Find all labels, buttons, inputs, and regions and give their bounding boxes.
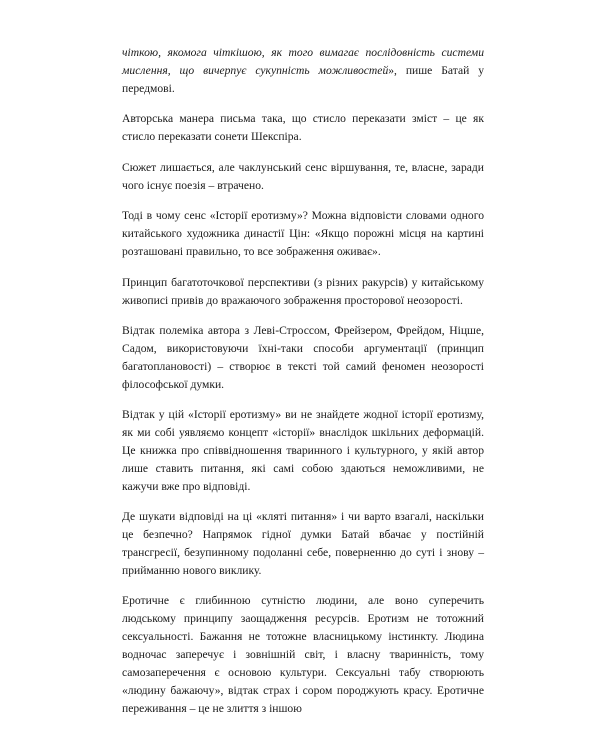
- paragraph-9: Еротичне є глибинною сутністю людини, але воно суперечить людському принципу заощадження ресурсів. Еротизм не тотожний сексуальності. Бажання не тотожне власницькому інстинкту. Людина водночас заперечує і зовнішній світ, і власну тваринність, тому самозаперечення є основою культури. Сексуальні табу створюють «людину бажаючу», відтак страх і сором породжують красу. Еротичне переживання – це не злиття з іншою: [122, 594, 484, 715]
- paragraph-4: Тоді в чому сенс «Історії еротизму»? Можна відповісти словами одного китайського художника династії Цін: «Якщо порожні місця на картині розташовані правильно, то все зображення оживає».: [122, 209, 484, 258]
- paragraph-1-rest: », пише Батай у передмові.: [122, 64, 484, 95]
- paragraph-7: Відтак у цій «Історії еротизму» ви не знайдете жодної історії еротизму, як ми собі уявляємо концепт «історії» внаслідок шкільних деформацій. Це книжка про співвідношення тваринного і культурного, у якій автор лише ставить питання, які самі собою здаються неможливими, не кажучи вже про відповіді.: [122, 408, 484, 493]
- document-page: [122, 44, 484, 730]
- paragraph-3: Сюжет лишається, але чаклунський сенс віршування, те, власне, заради чого існує поезія – втрачено.: [122, 161, 484, 192]
- italic-quote: чіткою, якомога чіткішою, як того вимагає послідовність системи мислення, що вичерпує сукупність можливостей: [122, 46, 484, 77]
- paragraph-1: [122, 44, 484, 98]
- paragraph-2: Авторська манера письма така, що стисло переказати зміст – це як стисло переказати сонети Шекспіра.: [122, 112, 484, 143]
- paragraph-5: Принцип багатоточкової перспективи (з різних ракурсів) у китайському живописі привів до вражаючого зображення просторової неозорості.: [122, 276, 484, 307]
- paragraph-6: Відтак полеміка автора з Леві-Строссом, Фрейзером, Фрейдом, Ніцше, Садом, використовуючи їхні-таки способи аргументації (принцип багатоплановості) – створює в тексті той самий феномен неозорості філософської думки.: [122, 324, 484, 391]
- paragraph-8: Де шукати відповіді на ці «кляті питання» і чи варто взагалі, наскільки це безпечно? Напрямок гідної думки Батай вбачає у постійній трансгресії, безупинному подоланні себе, поверненню до суті і знову – прийманню нового виклику.: [122, 510, 484, 577]
